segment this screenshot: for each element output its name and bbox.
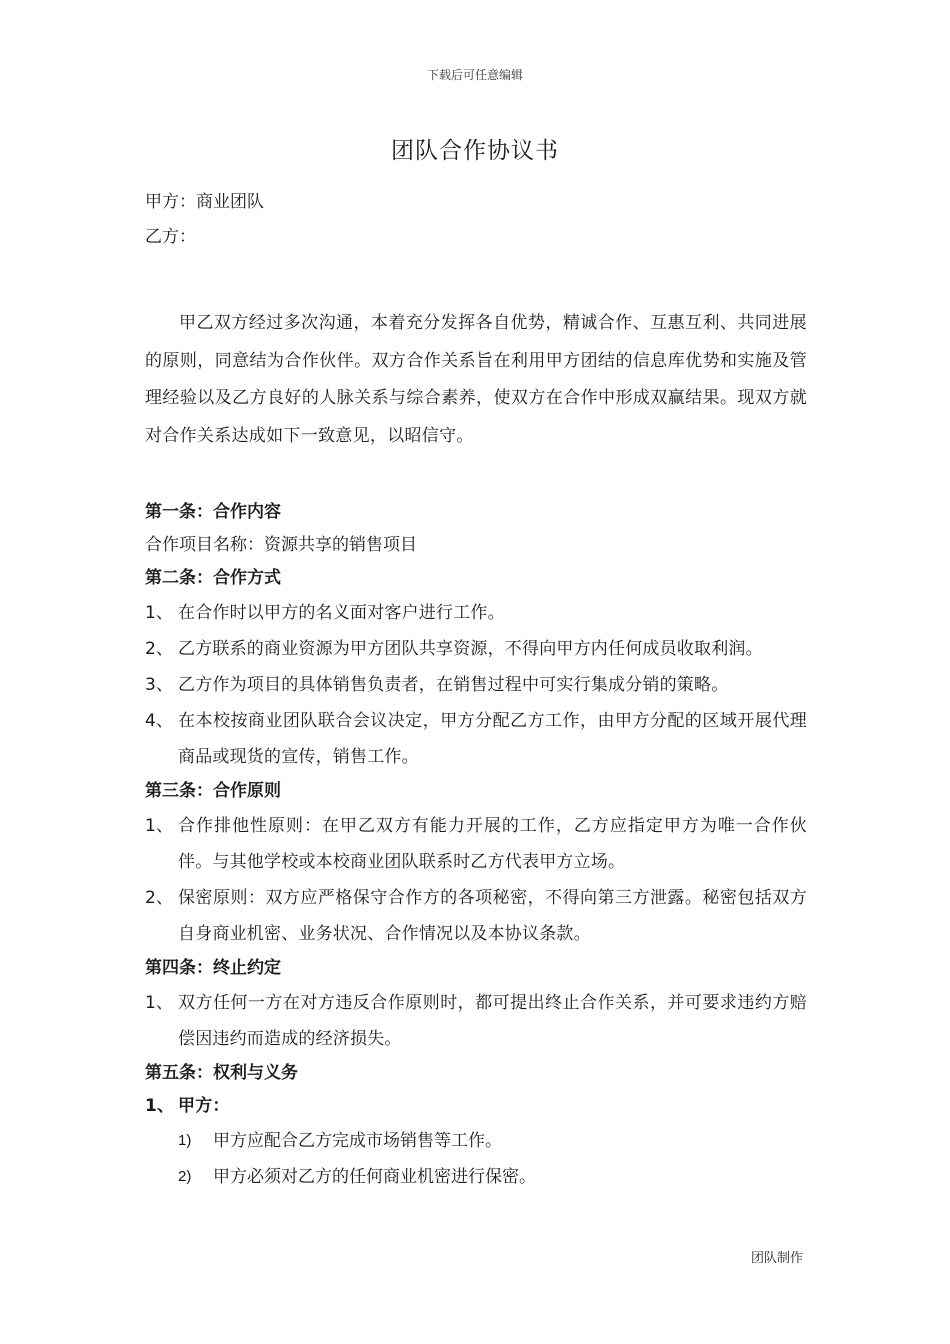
- item-text: 保密原则：双方应严格保守合作方的各项秘密，不得向第三方泄露。秘密包括双方自身商业机密、业务状况、合作情况以及本协议条款。: [178, 888, 807, 944]
- section-2-item: [145, 595, 807, 631]
- document-body: [145, 185, 807, 1195]
- section-2-title: 第二条：合作方式: [145, 568, 281, 588]
- item-text: 乙方联系的商业资源为甲方团队共享资源，不得向甲方内任何成员收取利润。: [178, 639, 763, 659]
- section-5-title: 第五条：权利与义务: [145, 1063, 298, 1083]
- sub-item-text: 甲方应配合乙方完成市场销售等工作。: [213, 1131, 502, 1151]
- sub-item-number: 1): [178, 1132, 192, 1149]
- item-number: 1、: [145, 603, 174, 623]
- section-2-item: [145, 631, 807, 667]
- item-number: 4、: [145, 711, 174, 731]
- item-number: 2、: [145, 888, 174, 908]
- section-1-text: 合作项目名称：资源共享的销售项目: [145, 535, 417, 555]
- item-text: 双方任何一方在对方违反合作原则时，都可提出终止合作关系，并可要求违约方赔偿因违约而造成的经济损失。: [178, 993, 807, 1049]
- sub-item-number: 2): [178, 1168, 192, 1185]
- intro-paragraph: 甲乙双方经过多次沟通，本着充分发挥各自优势，精诚合作、互惠互利、共同进展的原则，同意结为合作伙伴。双方合作关系旨在利用甲方团结的信息库优势和实施及管理经验以及乙方良好的人脉关系与综合素养，使双方在合作中形成双赢结果。现双方就对合作关系达成如下一致意见，以昭信守。: [145, 313, 807, 446]
- item-number: 1、: [145, 1096, 175, 1116]
- item-number: 1、: [145, 816, 174, 836]
- section-2-item: [145, 667, 807, 703]
- section-2-item: [145, 703, 807, 775]
- item-text: 在合作时以甲方的名义面对客户进行工作。: [178, 603, 505, 623]
- document-title: 团队合作协议书: [391, 138, 559, 164]
- item-text: 乙方作为项目的具体销售负责者，在销售过程中可实行集成分销的策略。: [178, 675, 729, 695]
- section-1-title: 第一条：合作内容: [145, 502, 281, 522]
- party-b: 乙方：: [145, 227, 196, 247]
- sub-item-text: 甲方必须对乙方的任何商业机密进行保密。: [213, 1167, 536, 1187]
- item-number: 1、: [145, 993, 174, 1013]
- section-5-subhead: [145, 1090, 807, 1123]
- party-a: 甲方：商业团队: [145, 192, 264, 212]
- item-number: 2、: [145, 639, 174, 659]
- item-number: 3、: [145, 675, 174, 695]
- section-5-sub-item: [145, 1123, 807, 1159]
- header-note: 下载后可任意编辑: [426, 68, 523, 82]
- section-3-item: [145, 880, 807, 952]
- section-4-title: 第四条：终止约定: [145, 958, 281, 978]
- footer-note: 团队制作: [751, 1251, 804, 1266]
- section-5-sub-item: [145, 1159, 807, 1195]
- item-text: 在本校按商业团队联合会议决定，甲方分配乙方工作，由甲方分配的区域开展代理商品或现货的宣传，销售工作。: [178, 711, 807, 767]
- item-text: 合作排他性原则：在甲乙双方有能力开展的工作，乙方应指定甲方为唯一合作伙伴。与其他学校或本校商业团队联系时乙方代表甲方立场。: [178, 816, 807, 872]
- section-3-item: [145, 808, 807, 880]
- section-3-title: 第三条：合作原则: [145, 781, 281, 801]
- subhead-text: 甲方：: [178, 1096, 230, 1116]
- section-4-item: [145, 985, 807, 1057]
